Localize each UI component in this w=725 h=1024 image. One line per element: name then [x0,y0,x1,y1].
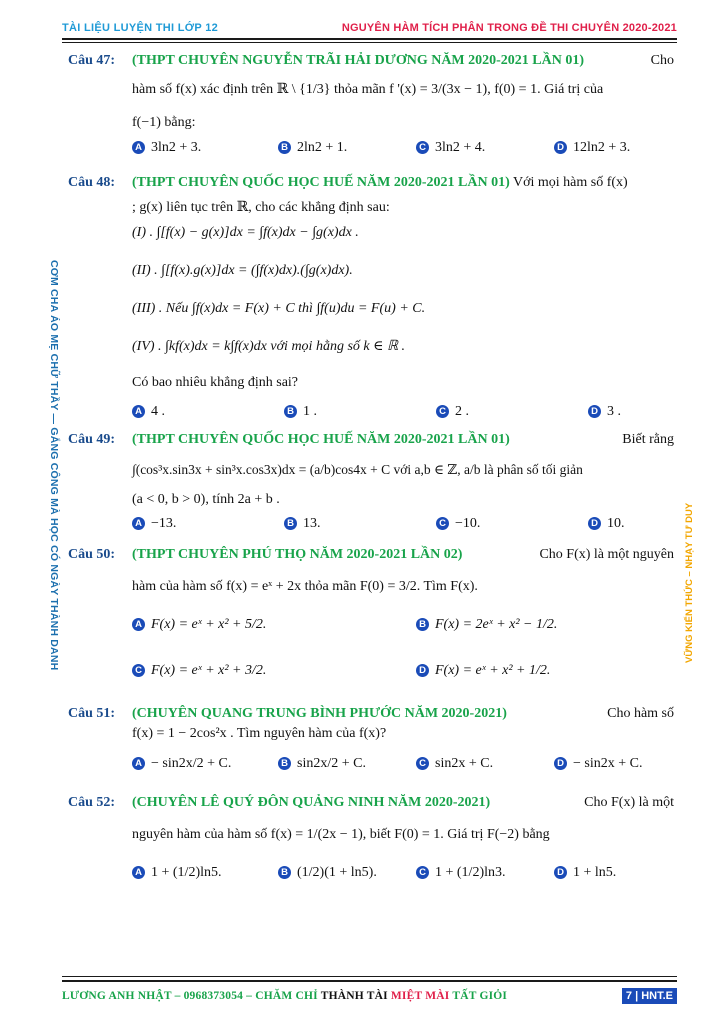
option-text: (1/2)(1 + ln5). [297,865,377,880]
option-c[interactable] [416,864,506,882]
option-badge: D [554,757,567,770]
option-text: −13. [151,516,177,531]
page-footer [62,988,677,1006]
question-number: Câu 50: [68,547,116,562]
option-c[interactable] [436,403,469,421]
question-text: ∫(cos³x.sin3x + sin³x.cos3x)dx = (a/b)cos4x + C với a,b ∈ ℤ, a/b là phân số tối giản [132,462,583,477]
option-badge: D [416,664,429,677]
option-badge: C [436,405,449,418]
option-text: 4 . [151,404,165,419]
side-motto-right: VỮNG KIẾN THỨC – NHẠY TƯ DUY [684,502,695,663]
option-badge: D [588,517,601,530]
option-badge: D [554,141,567,154]
option-badge: B [284,405,297,418]
option-badge: B [278,866,291,879]
side-motto-left: CƠM CHA ÁO MẸ CHỮ THẦY — GẮNG CÔNG MÀ HỌC CÓ NGÀY THÀNH DANH [48,259,60,671]
option-b[interactable] [278,139,347,157]
option-text: 2 . [455,404,469,419]
question-text: nguyên hàm của hàm số f(x) = 1/(2x − 1), biết F(0) = 1. Giá trị F(−2) bằng [132,827,550,842]
option-a[interactable] [132,403,165,421]
footer-rule-thin [62,976,677,977]
option-badge: D [554,866,567,879]
option-badge: B [284,517,297,530]
option-badge: C [416,866,429,879]
option-badge: D [588,405,601,418]
question-number: Câu 47: [68,53,116,68]
footer-rule [62,980,677,982]
option-badge: A [132,757,145,770]
question-source: (THPT CHUYÊN NGUYỄN TRÃI HẢI DƯƠNG NĂM 2020-2021 LẦN 01) [132,53,585,68]
footer-author [62,990,507,1002]
option-a[interactable] [132,755,231,773]
page-number: 7 | HNT.E [622,988,677,1004]
option-text: 3 . [607,404,621,419]
option-b[interactable] [278,864,377,882]
question-text: Cho F(x) là một nguyên [539,547,674,562]
option-text: sin2x + C. [435,756,494,771]
statement-i: (I) . ∫[f(x) − g(x)]dx = ∫f(x)dx − ∫g(x)dx . [132,225,359,240]
footer-motto-1: THÀNH TÀI [320,990,388,1002]
option-c[interactable] [416,139,485,157]
question-number: Câu 51: [68,706,116,721]
option-a[interactable] [132,139,201,157]
option-b[interactable] [278,755,366,773]
option-d[interactable] [554,139,630,157]
question-text: hàm của hàm số f(x) = eˣ + 2x thỏa mãn F(0) = 3/2. Tìm F(x). [132,579,478,594]
option-badge: C [132,664,145,677]
option-text: sin2x/2 + C. [297,756,366,771]
question-text: Cho [650,53,674,68]
option-b[interactable] [416,616,557,634]
statement-iv: (IV) . ∫kf(x)dx = k∫f(x)dx với mọi hằng số k ∈ ℝ . [132,339,406,354]
question-text: ; g(x) liên tục trên ℝ, cho các khẳng định sau: [132,200,390,215]
question-50 [68,546,674,696]
question-source: (THPT CHUYÊN QUỐC HỌC HUẾ NĂM 2020-2021 LẦN 01) [132,175,510,190]
question-47 [68,52,674,162]
option-badge: A [132,405,145,418]
header-rule-thin [62,42,677,43]
question-text: Cho hàm số [607,706,674,721]
question-source: (THPT CHUYÊN QUỐC HỌC HUẾ NĂM 2020-2021 LẦN 01) [132,432,510,447]
question-text: f(−1) bằng: [132,115,196,130]
question-52 [68,794,674,884]
footer-motto-3: TẤT GIỎI [452,990,508,1002]
question-number: Câu 52: [68,795,116,810]
option-d[interactable] [588,515,625,533]
option-text: F(x) = eˣ + x² + 5/2. [151,617,267,632]
option-text: 2ln2 + 1. [297,140,348,155]
question-51 [68,705,674,785]
footer-name: LƯƠNG ANH NHẬT – 0968373054 – CHĂM CHỈ [62,990,318,1002]
question-text: f(x) = 1 − 2cos²x . Tìm nguyên hàm của f(x)? [132,726,387,741]
option-c[interactable] [416,755,493,773]
option-c[interactable] [436,515,480,533]
option-a[interactable] [132,864,222,882]
option-text: 10. [607,516,625,531]
option-d[interactable] [588,403,621,421]
option-text: 12ln2 + 3. [573,140,631,155]
option-badge: A [132,517,145,530]
option-badge: C [416,141,429,154]
option-b[interactable] [284,403,317,421]
option-d[interactable] [554,864,616,882]
question-text: hàm số f(x) xác định trên ℝ \ {1/3} thỏa mãn f '(x) = 3/(3x − 1), f(0) = 1. Giá trị của [132,82,604,97]
question-number: Câu 48: [68,175,116,190]
option-d[interactable] [416,662,550,680]
header-left-title: TÀI LIỆU LUYỆN THI LỚP 12 [62,22,219,34]
option-text: 3ln2 + 4. [435,140,486,155]
footer-motto-2: MIỆT MÀI [390,990,450,1002]
question-text: Với mọi hàm số f(x) [513,175,628,190]
statement-ii: (II) . ∫[f(x).g(x)]dx = (∫f(x)dx).(∫g(x)dx). [132,263,353,278]
option-d[interactable] [554,755,642,773]
question-source: (THPT CHUYÊN PHÚ THỌ NĂM 2020-2021 LẦN 02) [132,547,463,562]
option-text: F(x) = eˣ + x² + 3/2. [151,663,267,678]
option-badge: A [132,866,145,879]
option-badge: A [132,141,145,154]
header-rule [62,38,677,40]
question-49 [68,431,674,535]
question-prompt: Có bao nhiêu khẳng định sai? [132,375,299,390]
option-text: − sin2x/2 + C. [151,756,232,771]
option-text: 13. [303,516,321,531]
option-badge: C [436,517,449,530]
option-text: 1 + (1/2)ln3. [435,865,506,880]
question-text: Biết rằng [622,432,674,447]
option-text: − sin2x + C. [573,756,643,771]
option-text: 1 + (1/2)ln5. [151,865,222,880]
option-text: F(x) = 2eˣ + x² − 1/2. [435,617,558,632]
option-text: 3ln2 + 3. [151,140,202,155]
option-text: 1 . [303,404,317,419]
page-header [62,22,677,36]
header-right-title: NGUYÊN HÀM TÍCH PHÂN TRONG ĐỀ THI CHUYÊN 2020-2021 [341,22,677,34]
option-b[interactable] [284,515,321,533]
statement-iii: (III) . Nếu ∫f(x)dx = F(x) + C thì ∫f(u)du = F(u) + C. [132,301,426,316]
question-number: Câu 49: [68,432,116,447]
option-badge: B [278,757,291,770]
option-a[interactable] [132,515,176,533]
option-text: −10. [455,516,481,531]
option-c[interactable] [132,662,266,680]
option-badge: A [132,618,145,631]
option-badge: C [416,757,429,770]
option-text: 1 + ln5. [573,865,617,880]
option-badge: B [278,141,291,154]
question-source: (CHUYÊN LÊ QUÝ ĐÔN QUẢNG NINH NĂM 2020-2021) [132,795,491,810]
question-source: (CHUYÊN QUANG TRUNG BÌNH PHƯỚC NĂM 2020-2021) [132,706,507,721]
question-48 [68,174,674,424]
question-text: Cho F(x) là một [584,795,674,810]
option-text: F(x) = eˣ + x² + 1/2. [435,663,551,678]
option-a[interactable] [132,616,266,634]
option-badge: B [416,618,429,631]
question-text: (a < 0, b > 0), tính 2a + b . [132,492,280,507]
